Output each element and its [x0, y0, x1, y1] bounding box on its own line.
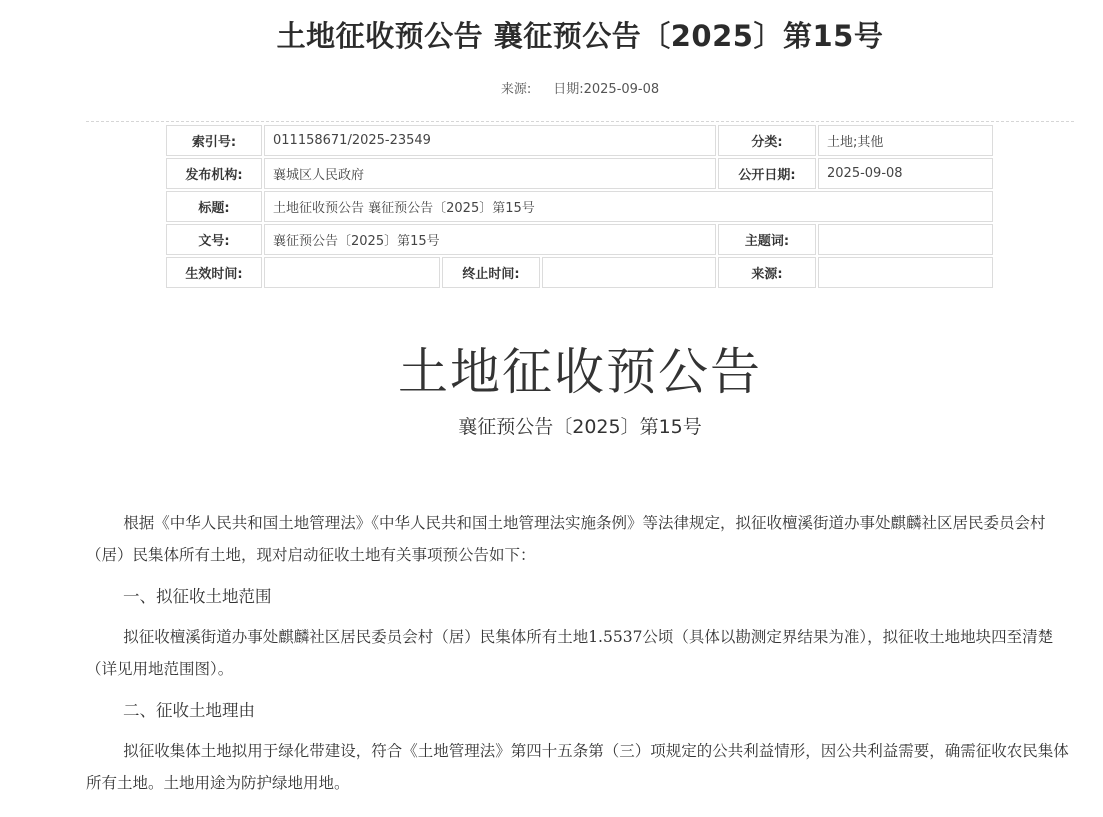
- info-source-value: [818, 257, 993, 288]
- publisher-label: 发布机构:: [166, 158, 262, 189]
- section-paragraph: 拟征收檀溪街道办事处麒麟社区居民委员会村（居）民集体所有土地1.5537公顷（具体以勘测定界结果为准），拟征收土地地块四至清楚（详见用地范围图）。: [86, 628, 1054, 678]
- expiry-value: [542, 257, 716, 288]
- index-label: 索引号:: [166, 125, 262, 156]
- subject-label: 标题:: [166, 191, 262, 222]
- page-title: 土地征收预公告 襄征预公告〔2025〕第15号: [276, 19, 884, 53]
- date-label: 日期:: [553, 82, 584, 97]
- expiry-label: 终止时间:: [442, 257, 540, 288]
- source-label: 来源:: [500, 82, 532, 97]
- open-date-value: 2025-09-08: [818, 158, 993, 189]
- section-heading: 二、征收土地理由: [123, 701, 255, 720]
- doc-no-label: 文号:: [166, 224, 262, 255]
- table-row: [166, 224, 993, 255]
- section-heading: 一、拟征收土地范围: [123, 587, 272, 606]
- table-row: [166, 257, 993, 288]
- keywords-label: 主题词:: [718, 224, 816, 255]
- index-value: 011158671/2025-23549: [264, 125, 716, 156]
- date-value: 2025-09-08: [583, 82, 660, 97]
- info-source-label: 来源:: [718, 257, 816, 288]
- effective-value: [264, 257, 440, 288]
- keywords-value: [818, 224, 993, 255]
- notice-doc-number: 襄征预公告〔2025〕第15号: [458, 416, 702, 438]
- doc-no-value: 襄征预公告〔2025〕第15号: [264, 224, 716, 255]
- intro-paragraph: 根据《中华人民共和国土地管理法》《中华人民共和国土地管理法实施条例》等法律规定，拟征收檀溪街道办事处麒麟社区居民委员会村（居）民集体所有土地，现对启动征收土地有关事项预公告如下：: [86, 514, 1046, 564]
- publisher-value: 襄城区人民政府: [264, 158, 716, 189]
- open-date-label: 公开日期:: [718, 158, 816, 189]
- divider: [86, 121, 1074, 122]
- notice-body: [86, 507, 1070, 799]
- section-paragraph: 拟征收集体土地拟用于绿化带建设，符合《土地管理法》第四十五条第（三）项规定的公共利益情形，因公共利益需要，确需征收农民集体所有土地。土地用途为防护绿地用地。: [86, 742, 1069, 792]
- table-row: [166, 125, 993, 156]
- effective-label: 生效时间:: [166, 257, 262, 288]
- info-table: [164, 123, 995, 290]
- subject-value: 土地征收预公告 襄征预公告〔2025〕第15号: [264, 191, 993, 222]
- category-label: 分类:: [718, 125, 816, 156]
- category-value: 土地;其他: [818, 125, 993, 156]
- meta-line: [0, 78, 1103, 97]
- table-row: [166, 191, 993, 222]
- notice-title: 土地征收预公告: [398, 343, 762, 401]
- table-row: [166, 158, 993, 189]
